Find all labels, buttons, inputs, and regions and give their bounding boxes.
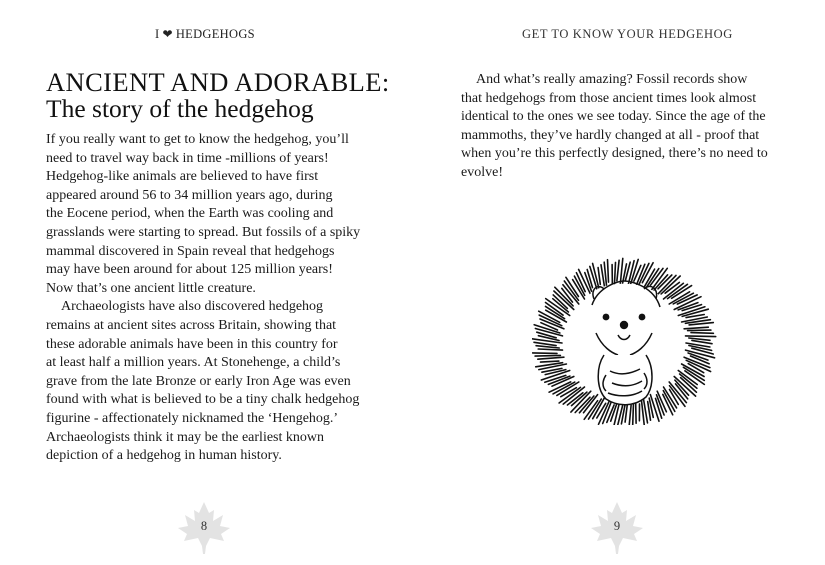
spine-stroke (598, 268, 600, 285)
chapter-title (46, 68, 390, 122)
body-line: may have been around for about 125 million years! (46, 262, 333, 278)
left-body-text (46, 131, 376, 466)
spine-stroke (538, 349, 562, 350)
page-number-right (589, 500, 645, 556)
spine-stroke (541, 361, 559, 362)
spine-stroke (683, 367, 704, 380)
spine-stroke (684, 327, 708, 329)
body-line: need to travel way back in time -millions of years! (46, 150, 329, 166)
spine-stroke (688, 330, 711, 331)
body-line: appeared around 56 to 34 million years ago, during (46, 187, 333, 203)
spine-stroke (686, 336, 716, 337)
spine-stroke (608, 260, 609, 282)
spine-stroke (668, 284, 688, 298)
spine-stroke (538, 357, 564, 359)
spine-stroke (604, 262, 606, 285)
right-page (412, 0, 825, 565)
spine-stroke (535, 355, 560, 356)
running-header-right: GET TO KNOW YOUR HEDGEHOG (522, 27, 733, 41)
chapter-title-line2: The story of the hedgehog (46, 94, 314, 123)
hedgehog-drawing (532, 255, 717, 425)
body-line: figurine - affectionately nicknamed the ‘Hengehog.’ (46, 410, 339, 426)
right-body-text (461, 71, 791, 183)
body-line: remains at ancient sites across Britain, showing that (46, 317, 337, 333)
body-line: Now that’s one ancient little creature. (46, 280, 256, 296)
body-line: Hedgehog-like animals are believed to have first (46, 169, 319, 185)
spine-stroke (680, 374, 697, 388)
page-number-text: 8 (200, 519, 208, 533)
body-line: found with what is believed to be a tiny chalk hedgehog (46, 392, 360, 408)
body-line: If you really want to get to know the hedgehog, you’ll (46, 132, 349, 147)
spine-stroke (579, 396, 594, 413)
spine-stroke (564, 281, 578, 300)
hedgehog-illustration (532, 255, 717, 425)
left-page (0, 0, 412, 565)
spine-stroke (615, 262, 616, 283)
running-header-left (155, 27, 255, 42)
header-prefix: I (155, 27, 160, 41)
body-line: that hedgehogs from those ancient times look almost (461, 90, 757, 106)
spine-stroke (533, 353, 557, 354)
body-line: evolve! (461, 164, 503, 180)
body-line: grasslands were starting to spread. But fossils of a spiky (46, 224, 361, 240)
page-number-left (176, 500, 232, 556)
body-line: mammoths, they’ve hardly changed at all - proof that (461, 127, 760, 143)
body-line: the Eocene period, when the Earth was cooling and (46, 206, 334, 222)
body-line: identical to the ones we see today. Since the age of the (461, 109, 766, 125)
body-line: Archaeologists have also discovered hedgehog (61, 299, 324, 315)
chapter-title-line1: ANCIENT AND ADORABLE: (46, 67, 390, 97)
body-line: grave from the late Bronze or early Iron Age was even (46, 373, 351, 389)
spine-stroke (629, 405, 631, 425)
body-line: Archaeologists think it may be the earliest known (46, 429, 324, 445)
body-line: mammal discovered in Spain reveal that hedgehogs (46, 243, 335, 259)
body-line: when you’re this perfectly designed, there’s no need to (461, 146, 768, 162)
spine-stroke (633, 402, 634, 425)
heart-icon: ❤ (162, 27, 173, 41)
body-line: at least half a million years. At Stonehenge, a child’s (46, 355, 341, 371)
body-line: these adorable animals have been in this country for (46, 336, 338, 352)
header-suffix: HEDGEHOGS (175, 27, 255, 41)
spine-stroke (617, 260, 619, 281)
page-number-text: 9 (613, 519, 621, 533)
body-line: And what’s really amazing? Fossil records show (476, 72, 748, 87)
body-line: depiction of a hedgehog in human history. (46, 448, 282, 464)
spine-stroke (691, 333, 713, 334)
